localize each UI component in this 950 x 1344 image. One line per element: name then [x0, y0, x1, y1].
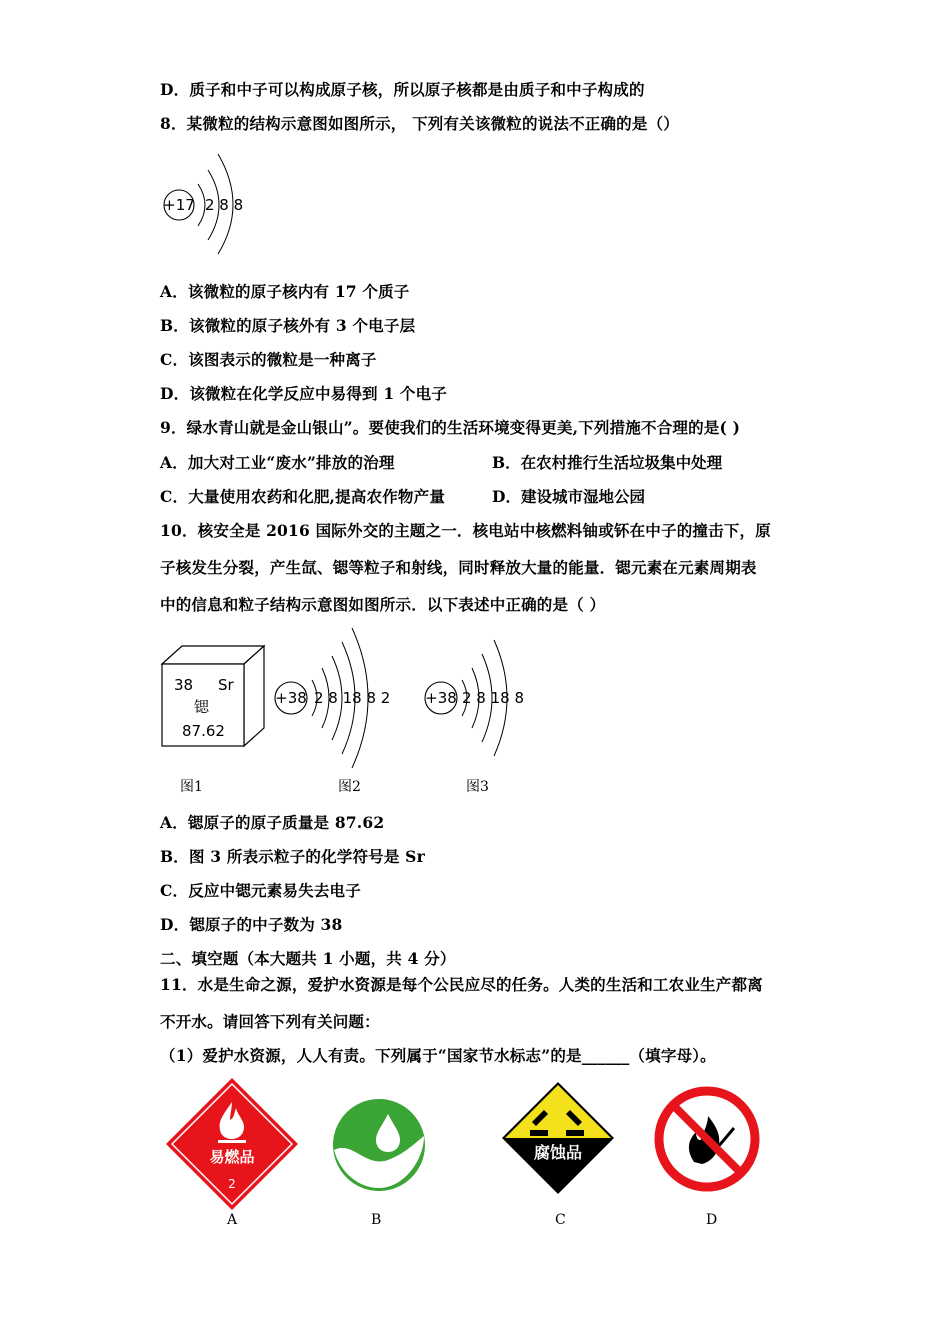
nucleus-charge: +38: [425, 689, 457, 707]
sign-d-label: D: [706, 1212, 718, 1228]
nucleus-charge: +38: [275, 689, 307, 707]
atomic-number: 38: [174, 676, 194, 694]
sign-a-text: 易燃品: [209, 1148, 255, 1166]
q9-option-b: B．在农村推行生活垃圾集中处理: [492, 453, 723, 472]
q9-stem: 9．绿水青山就是金山银山”。要使我们的生活环境变得更美,下列措施不合理的是( ): [160, 418, 741, 437]
sr-atom-diagram: [270, 624, 400, 774]
q8-option-a: A．该微粒的原子核内有 17 个质子: [160, 282, 410, 301]
q11-stem-line2: 不开水。请回答下列有关问题：: [160, 1012, 380, 1031]
shell-electrons: 2 8 8: [205, 196, 244, 214]
q8-option-d: D．该微粒在化学反应中易得到 1 个电子: [160, 384, 448, 403]
section-2-title: 二、填空题（本大题共 1 小题，共 4 分）: [160, 949, 456, 968]
sign-b-label: B: [371, 1212, 382, 1228]
q8-stem: 8．某微粒的结构示意图如图所示， 下列有关该微粒的说法不正确的是（）: [160, 114, 679, 133]
q10-stem-line2: 子核发生分裂，产生氙、锶等粒子和射线，同时释放大量的能量．锶元素在元素周期表: [160, 558, 757, 577]
q8-option-c: C．该图表示的微粒是一种离子: [160, 350, 377, 369]
sign-c-label: C: [555, 1212, 566, 1228]
element-name: 锶: [194, 698, 210, 716]
fig1-caption: 图1: [180, 779, 203, 795]
element-symbol: Sr: [218, 676, 234, 694]
sign-a-label: A: [227, 1212, 238, 1228]
sign-a-class-number: 2: [228, 1177, 236, 1191]
no-fire-sign: [652, 1084, 762, 1194]
water-saving-sign: [330, 1096, 428, 1194]
strontium-element-card: [160, 644, 270, 750]
atomic-mass: 87.62: [182, 722, 225, 740]
q10-option-b: B．图 3 所表示粒子的化学符号是 Sr: [160, 847, 425, 866]
q9-option-d: D．建设城市湿地公园: [492, 487, 645, 506]
q8-atom-diagram: [160, 148, 260, 258]
corrosive-sign: [500, 1080, 616, 1196]
flammable-sign: [164, 1076, 300, 1212]
q9-option-a: A．加大对工业“废水”排放的治理: [160, 453, 395, 472]
q11-sub1: （1）爱护水资源，人人有责。下列属于“国家节水标志”的是______（填字母）。: [160, 1046, 716, 1065]
q11-stem-line1: 11．水是生命之源，爱护水资源是每个公民应尽的任务。人类的生活和工农业生产都离: [160, 975, 763, 994]
fig2-caption: 图2: [338, 779, 361, 795]
q10-option-d: D．锶原子的中子数为 38: [160, 915, 343, 934]
q10-option-a: A．锶原子的原子质量是 87.62: [160, 813, 385, 832]
sign-c-text: 腐蚀品: [533, 1143, 583, 1162]
shell-electrons: 2 8 18 8: [462, 689, 525, 707]
q7-option-d: D．质子和中子可以构成原子核，所以原子核都是由质子和中子构成的: [160, 80, 645, 99]
q10-stem-line3: 中的信息和粒子结构示意图如图所示．以下表述中正确的是（ ）: [160, 595, 606, 614]
q8-option-b: B．该微粒的原子核外有 3 个电子层: [160, 316, 416, 335]
q10-option-c: C．反应中锶元素易失去电子: [160, 881, 361, 900]
q9-option-c: C．大量使用农药和化肥,提高农作物产量: [160, 487, 446, 506]
q10-stem-line1: 10．核安全是 2016 国际外交的主题之一．核电站中核燃料铀或钚在中子的撞击下，原: [160, 521, 771, 540]
shell-electrons: 2 8 18 8 2: [314, 689, 391, 707]
sr-ion-diagram: [420, 636, 530, 766]
fig3-caption: 图3: [466, 779, 489, 795]
nucleus-charge: +17: [163, 196, 195, 214]
